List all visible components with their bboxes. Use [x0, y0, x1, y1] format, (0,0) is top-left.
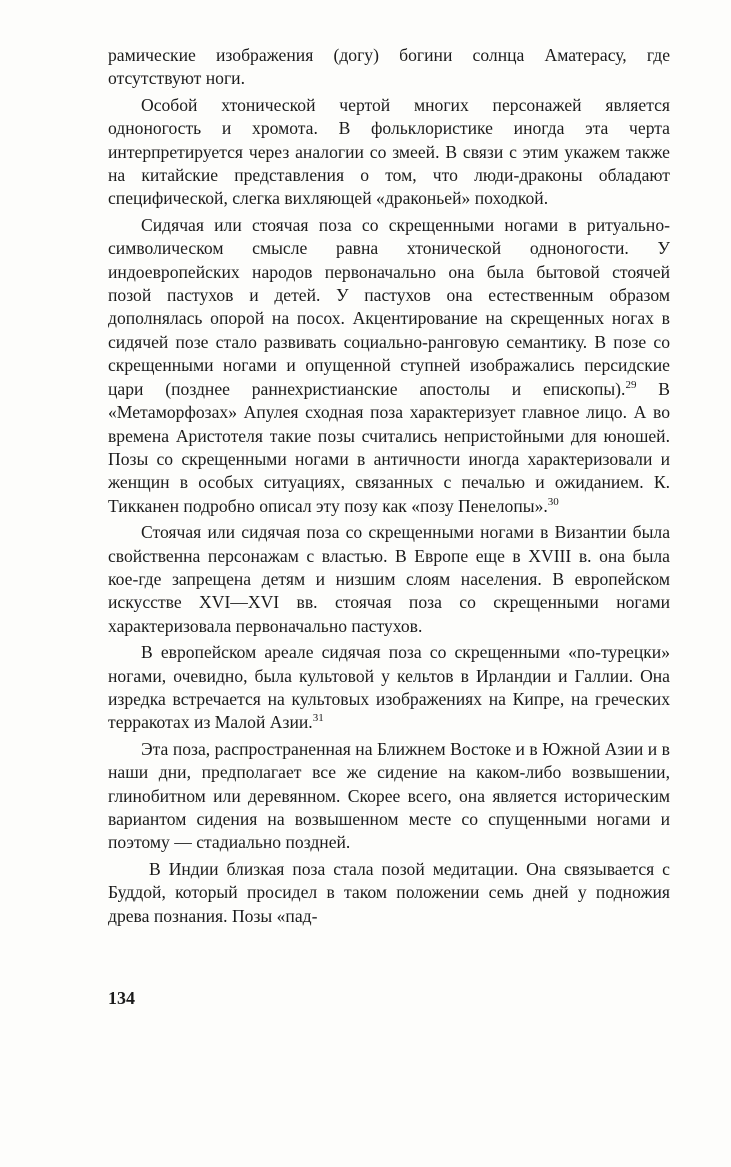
paragraph: В Индии близкая поза стала позой медитации. Она связывается с Буддой, который просидел в таком положении семь дней у подножия древа познания. Позы «пад- — [108, 858, 670, 926]
paragraph: Особой хтонической чертой многих персонажей является одноногость и хромота. В фольклористике иногда эта черта интерпретируется через аналогии со змеей. В связи с этим укажем также на китайские представления о том, что люди-драконы обладают специфической, слегка вихляющей «драконьей» походкой. — [108, 94, 670, 209]
paragraph: Сидячая или стоячая поза со скрещенными ногами в ритуально-символическом смысле равна хтонической одноногости. У индоевропейских народов первоначально она была бытовой стоячей позой пастухов и детей. У пастухов она естественным образом дополнялась опорой на посох. Акцентирование на скрещенных ногах в сидячей позе стало развивать социально-ранговую семантику. В позе со скрещенными ногами и опущенной ступней изображались персидские цари (позднее раннехристианские апостолы и епископы).$^{29}$ В «Метаморфозах» Апулея сходная поза характеризует главное лицо. А во времена Аристотеля такие позы считались непристойными для юношей. Позы со скрещенными ногами в античности иногда характеризовали и женщин в особых ситуациях, связанных с печалью и ожиданием. К. Тикканен подробно описал эту позу как «позу Пенелопы».$^{30}$ — [108, 214, 670, 516]
footnote-ref[interactable]: 30 — [547, 495, 559, 508]
paragraph-continuation: рамические изображения (догу) богини солнца Аматерасу, где отсутствуют ноги. — [108, 45, 670, 89]
paragraph: Стоячая или сидячая поза со скрещенными ногами в Византии была свойственна персонажам с властью. В Европе еще в XVIII в. она была кое-где запрещена детям и низшим слоям населения. В европейском искусстве XVI—XVI вв. стоячая поза со скрещенными ногами характеризовала первоначально пастухов. — [108, 522, 670, 636]
paragraph: В европейском ареале сидячая поза со скрещенными «по-турецки» ногами, очевидно, была культовой у кельтов в Ирландии и Галлии. Она изредка встречается на культовых изображениях на Кипре, на греческих терракотах из Малой Азии.$^{31}$ — [108, 642, 670, 733]
footnote-ref[interactable]: 31 — [312, 712, 324, 725]
page-number: 134 — [108, 988, 135, 1008]
body-text — [108, 44, 670, 931]
footnote-ref[interactable]: 29 — [625, 378, 637, 391]
paragraph: Эта поза, распространенная на Ближнем Востоке и в Южной Азии и в наши дни, предполагает все же сидение на каком-либо возвышении, глинобитном или деревянном. Скорее всего, она является историческим вариантом сидения на возвышенном месте со спущенными ногами и поэтому — стадиально поздней. — [108, 738, 670, 853]
